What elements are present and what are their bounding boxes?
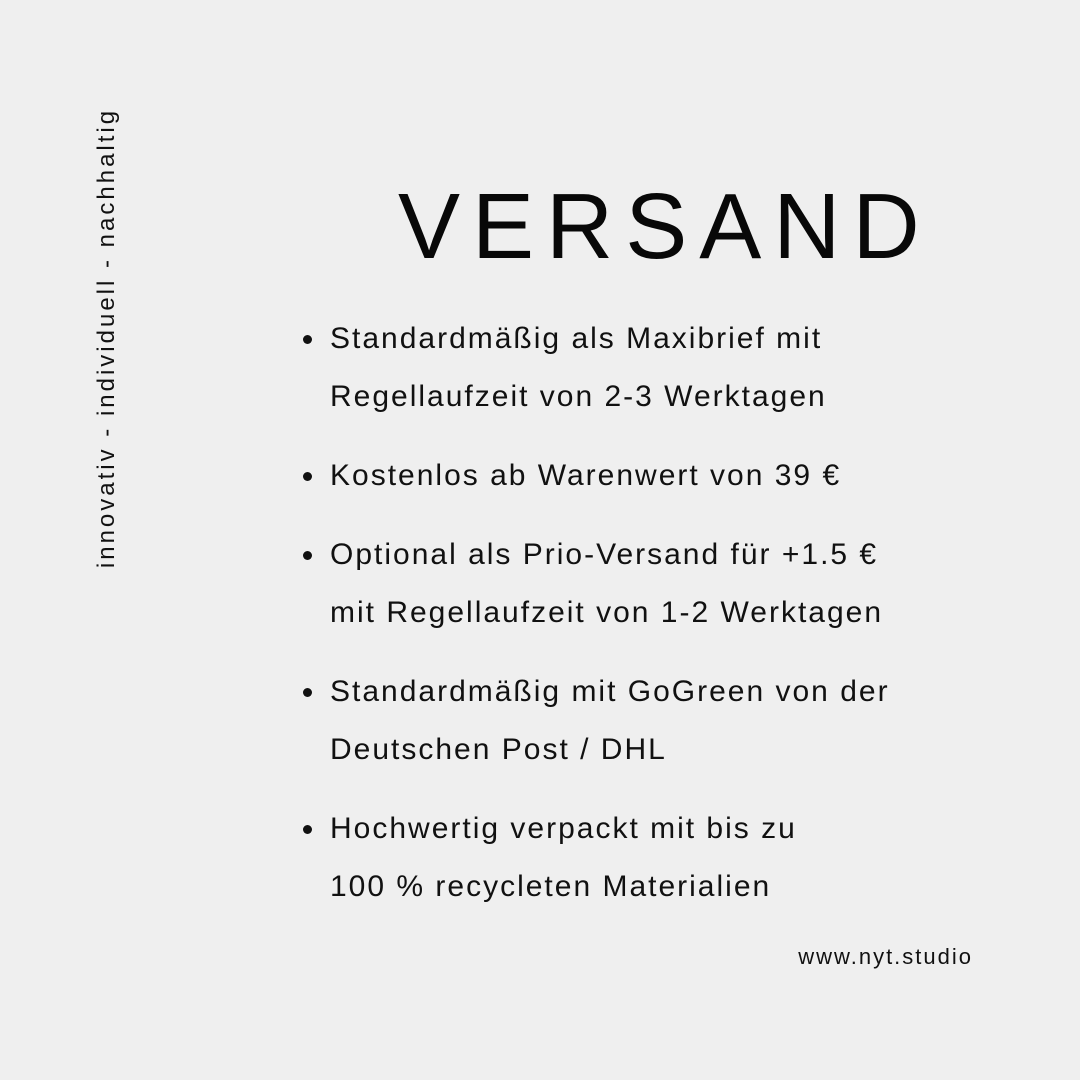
website-link[interactable]: www.nyt.studio <box>798 944 973 969</box>
bullet-line: 100 % recycleten Materialien <box>330 870 772 903</box>
shipping-feature-list <box>300 310 1020 937</box>
bullet-icon <box>303 335 312 344</box>
list-item <box>300 447 1020 505</box>
bullet-line: Standardmäßig als Maxibrief mit <box>330 322 823 355</box>
bullet-line: Optional als Prio-Versand für +1.5 € <box>330 538 879 571</box>
bullet-icon <box>303 472 312 481</box>
list-item <box>300 310 1020 426</box>
tagline-text: innovativ - individuell - nachhaltig <box>93 107 121 569</box>
bullet-line: Standardmäßig mit GoGreen von der <box>330 675 890 708</box>
page-title: VERSAND <box>398 174 932 279</box>
bullet-line: mit Regellaufzeit von 1-2 Werktagen <box>330 596 884 629</box>
bullet-line: Deutschen Post / DHL <box>330 733 667 766</box>
bullet-line: Hochwertig verpackt mit bis zu <box>330 812 797 845</box>
bullet-icon <box>303 688 312 697</box>
list-item <box>300 663 1020 779</box>
vertical-tagline <box>82 55 132 621</box>
bullet-icon <box>303 551 312 560</box>
list-item <box>300 526 1020 642</box>
bullet-line: Kostenlos ab Warenwert von 39 € <box>330 459 842 492</box>
bullet-line: Regellaufzeit von 2-3 Werktagen <box>330 380 827 413</box>
list-item <box>300 800 1020 916</box>
bullet-icon <box>303 825 312 834</box>
